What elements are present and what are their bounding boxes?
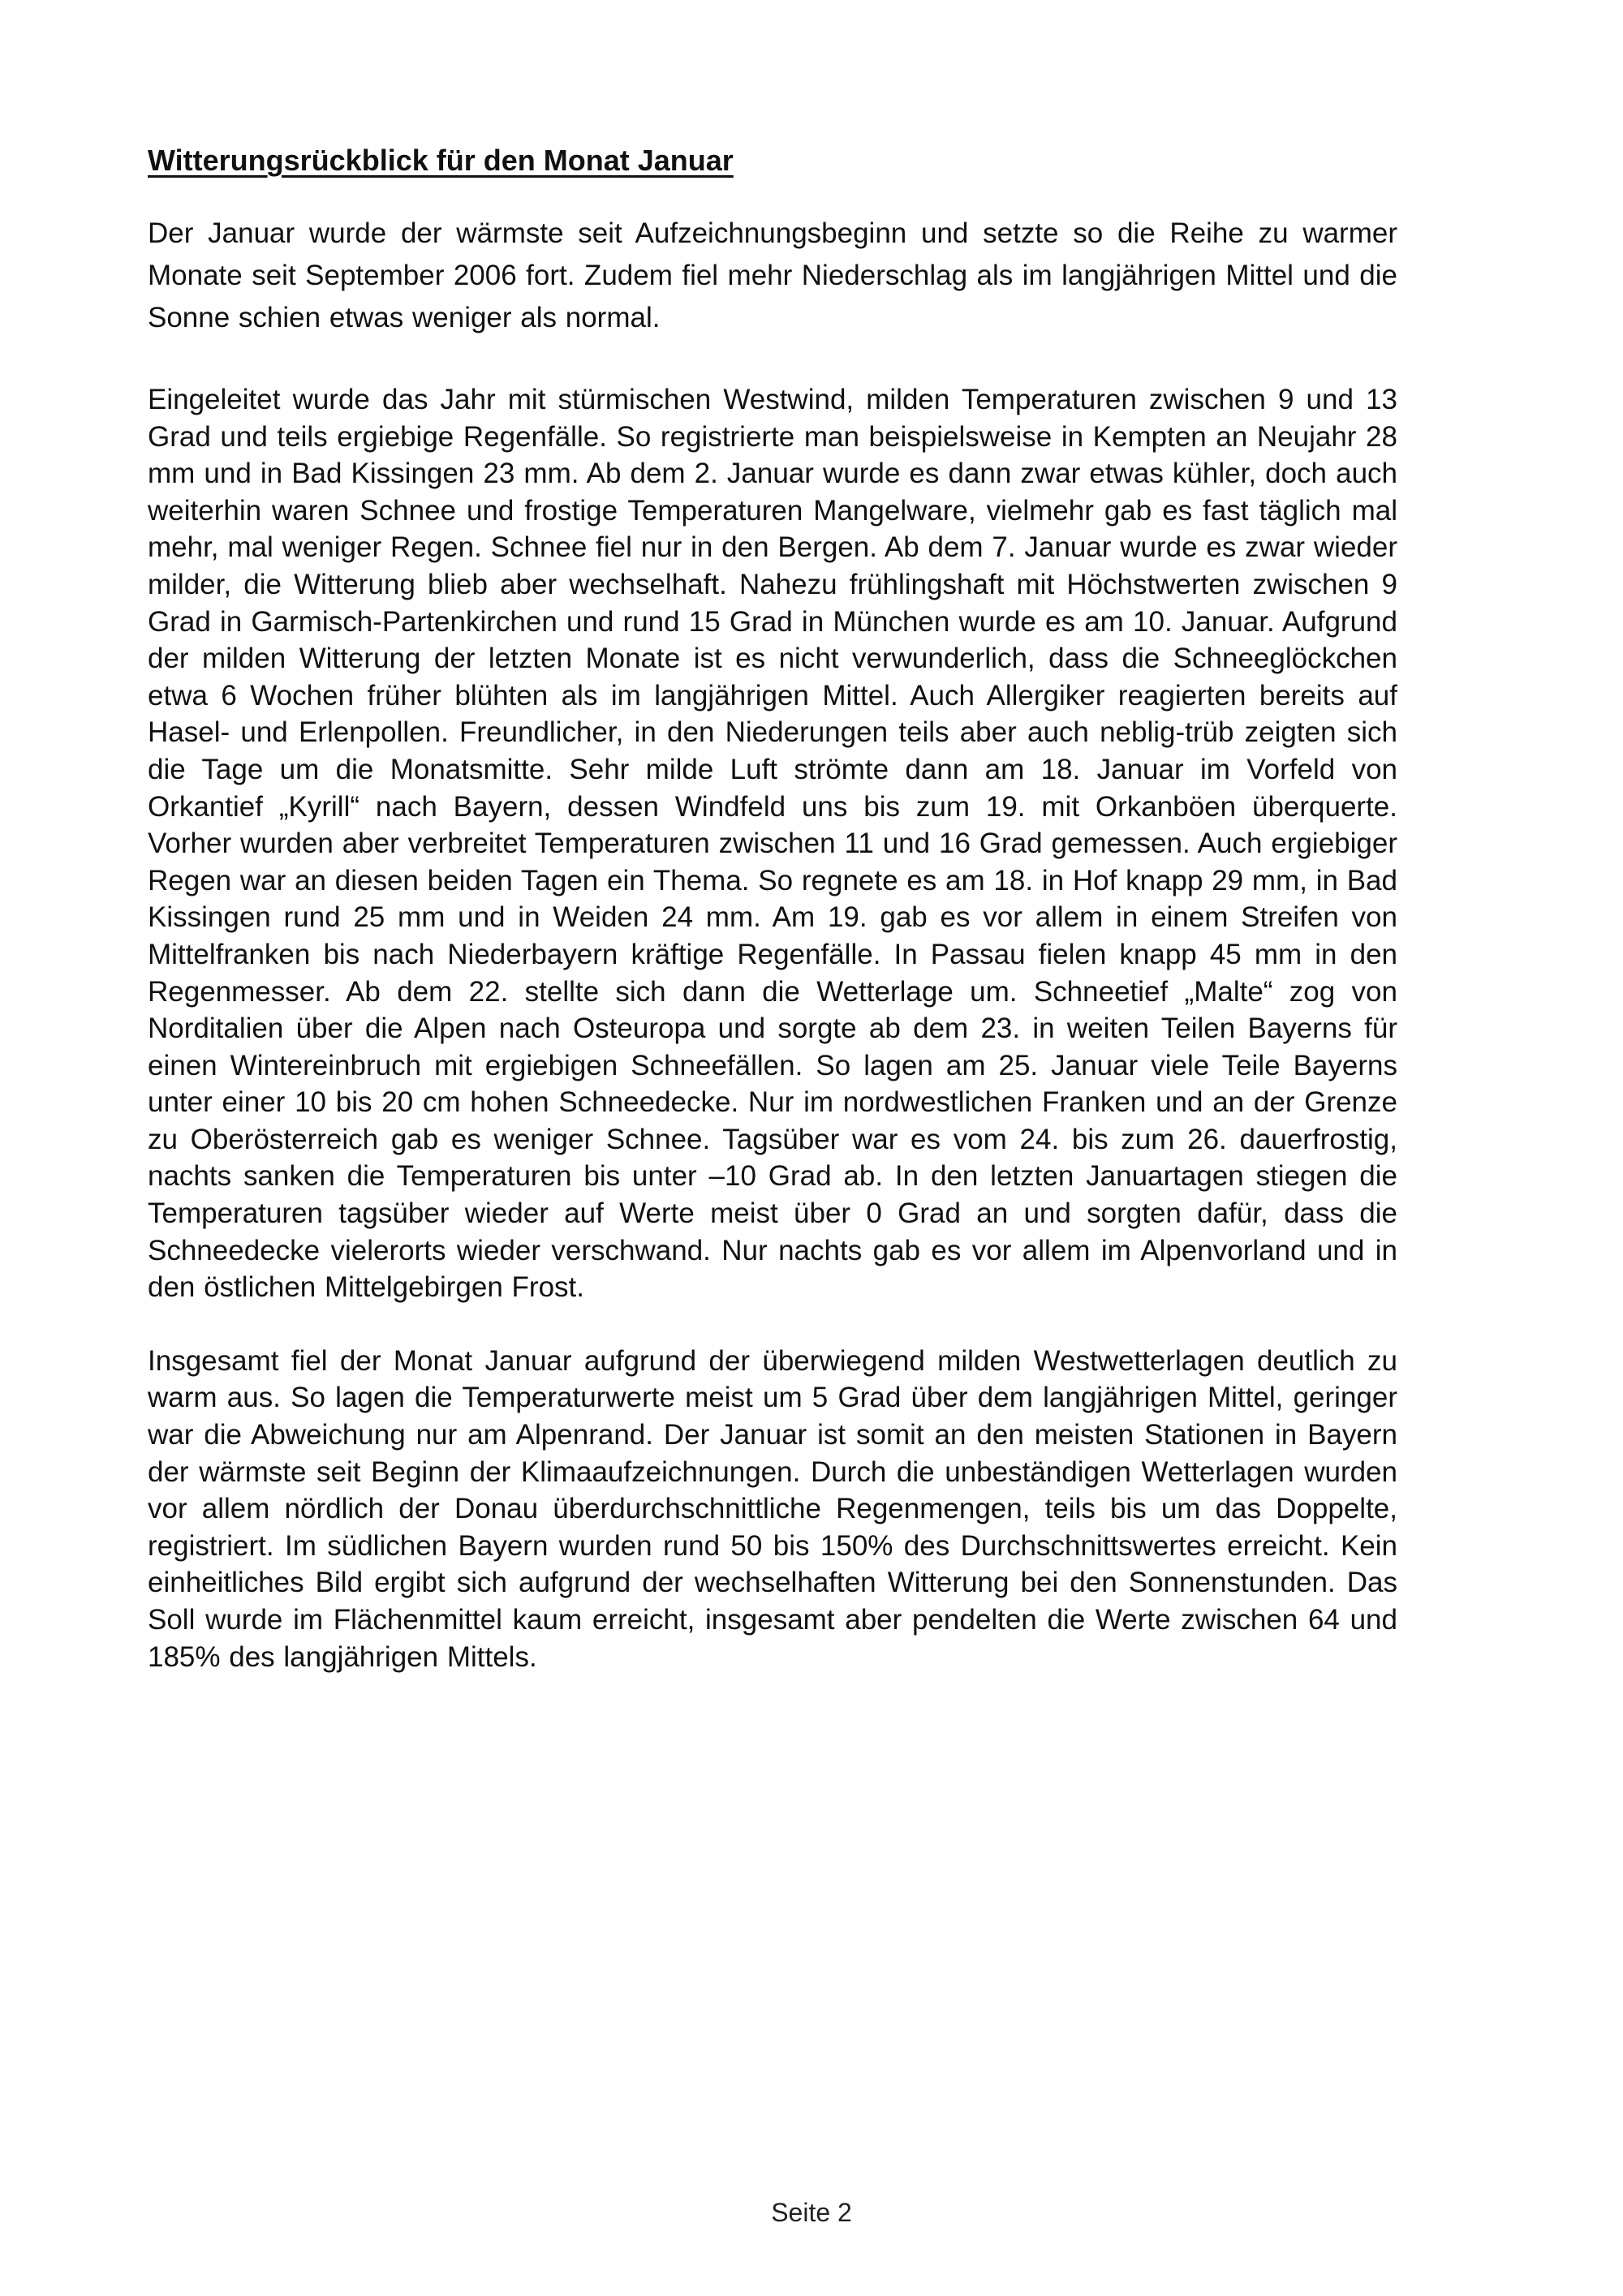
summary-paragraph: Insgesamt fiel der Monat Januar aufgrund der überwiegend milden Westwetterlagen deutlich zu warm aus. So lagen die Temperaturwerte meist um 5 Grad über dem langjährigen Mittel, geringer war die Abweichung nur am Alpenrand. Der Januar ist somit an den meisten Stationen in Bayern der wärmste seit Beginn der Klimaaufzeichnungen. Durch die unbeständigen Wetterlagen wurden vor allem nördlich der Donau überdurchschnittliche Regenmengen, teils bis um das Doppelte, registriert. Im südlichen Bayern wurden rund 50 bis 150% des Durchschnittswertes erreicht. Kein einheitliches Bild ergibt sich aufgrund der wechselhaften Witterung bei den Sonnenstunden. Das Soll wurde im Flächenmittel kaum erreicht, insgesamt aber pendelten die Werte zwischen 64 und 185% des langjährigen Mittels. xyxy=(148,1344,1397,1673)
document-title: Witterungsrückblick für den Monat Januar xyxy=(148,144,734,177)
page-number: Seite 2 xyxy=(771,2198,852,2227)
document-body xyxy=(148,143,1397,1712)
intro-paragraph: Der Januar wurde der wärmste seit Aufzeichnungsbeginn und setzte so die Reihe zu warmer Monate seit September 2006 fort. Zudem fiel mehr Niederschlag als im langjährigen Mittel und die Sonne schien etwas weniger als normal. xyxy=(148,217,1397,333)
weather-chronology-paragraph: Eingeleitet wurde das Jahr mit stürmischen Westwind, milden Temperaturen zwischen 9 und 13 Grad und teils ergiebige Regenfälle. So registrierte man beispielsweise in Kempten an Neujahr 28 mm und in Bad Kissingen 23 mm. Ab dem 2. Januar wurde es dann zwar etwas kühler, doch auch weiterhin waren Schnee und frostige Temperaturen Mangelware, vielmehr gab es fast täglich mal mehr, mal weniger Regen. Schnee fiel nur in den Bergen. Ab dem 7. Januar wurde es zwar wieder milder, die Witterung blieb aber wechselhaft. Nahezu frühlingshaft mit Höchstwerten zwischen 9 Grad in Garmisch-Partenkirchen und rund 15 Grad in München wurde es am 10. Januar. Aufgrund der milden Witterung der letzten Monate ist es nicht verwunderlich, dass die Schneeglöckchen etwa 6 Wochen früher blühten als im langjährigen Mittel. Auch Allergiker reagierten bereits auf Hasel- und Erlenpollen. Freundlicher, in den Niederungen teils aber auch neblig-trüb zeigten sich die Tage um die Monatsmitte. Sehr milde Luft strömte dann am 18. Januar im Vorfeld von Orkantief „Kyrill“ nach Bayern, dessen Windfeld uns bis zum 19. mit Orkanböen überquerte. Vorher wurden aber verbreitet Temperaturen zwischen 11 und 16 Grad gemessen. Auch ergiebiger Regen war an diesen beiden Tagen ein Thema. So regnete es am 18. in Hof knapp 29 mm, in Bad Kissingen rund 25 mm und in Weiden 24 mm. Am 19. gab es vor allem in einem Streifen von Mittelfranken bis nach Niederbayern kräftige Regenfälle. In Passau fielen knapp 45 mm in den Regenmesser. Ab dem 22. stellte sich dann die Wetterlage um. Schneetief „Malte“ zog von Norditalien über die Alpen nach Osteuropa und sorgte ab dem 23. in weiten Teilen Bayerns für einen Wintereinbruch mit ergiebigen Schneefällen. So lagen am 25. Januar viele Teile Bayerns unter einer 10 bis 20 cm hohen Schneedecke. Nur im nordwestlichen Franken und an der Grenze zu Oberösterreich gab es weniger Schnee. Tagsüber war es vom 24. bis zum 26. dauerfrostig, nachts sanken die Temperaturen bis unter –10 Grad ab. In den letzten Januartagen stiegen die Temperaturen tagsüber wieder auf Werte meist über 0 Grad an und sorgten dafür, dass die Schneedecke vielerorts wieder verschwand. Nur nachts gab es vor allem im Alpenvorland und in den östlichen Mittelgebirgen Frost. xyxy=(148,384,1397,1304)
